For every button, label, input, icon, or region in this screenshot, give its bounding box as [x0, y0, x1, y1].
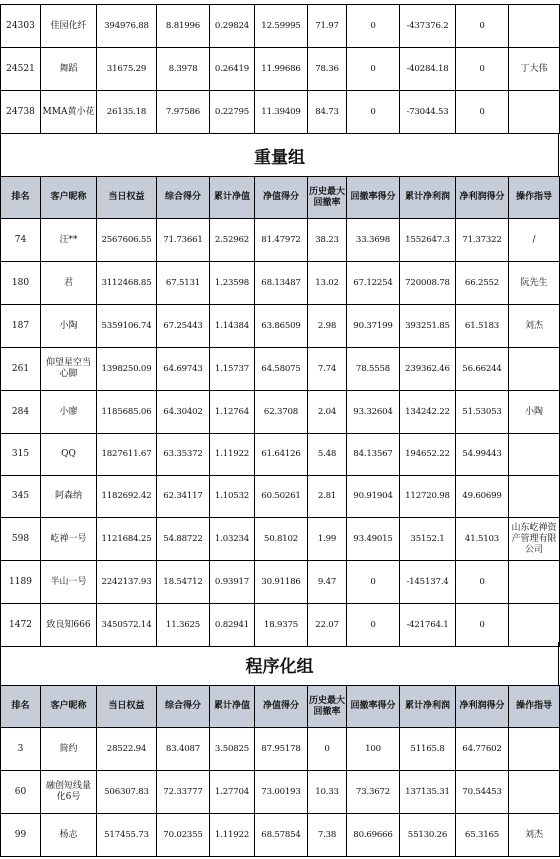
cell-equity: 3450572.14	[97, 604, 157, 647]
cell-max-dd: 71.97	[308, 5, 347, 48]
cell-np-score: 54.99443	[456, 434, 509, 476]
cell-name: 简约	[41, 728, 97, 771]
cell-rank: 345	[1, 476, 41, 518]
cell-max-dd: 78.36	[308, 48, 347, 91]
cell-equity: 28522.94	[97, 728, 157, 771]
table-row	[1, 48, 560, 91]
cell-nav-score: 11.39409	[255, 91, 308, 134]
cell-np-score: 0	[456, 5, 509, 48]
cell-max-dd: 38.23	[308, 219, 347, 262]
cell-dd-score: 90.37199	[347, 305, 400, 348]
cell-nav: 0.93917	[210, 561, 255, 604]
cell-guide	[509, 91, 560, 134]
cell-net-profit: 1552647.3	[400, 219, 456, 262]
cell-nav-score: 62.3708	[255, 391, 308, 434]
cell-guide: 丁大伟	[509, 48, 560, 91]
cell-nav: 1.14384	[210, 305, 255, 348]
cell-equity: 1398250.09	[97, 348, 157, 391]
cell-equity: 31675.29	[97, 48, 157, 91]
cell-nav: 1.27704	[210, 771, 255, 814]
cell-net-profit: 239362.46	[400, 348, 456, 391]
cell-guide	[509, 561, 560, 604]
cell-nav-score: 12.59995	[255, 5, 308, 48]
cell-dd-score: 33.3698	[347, 219, 400, 262]
cell-rank: 284	[1, 391, 41, 434]
cell-score: 18.54712	[157, 561, 210, 604]
cell-score: 83.4087	[157, 728, 210, 771]
cell-guide	[509, 604, 560, 647]
cell-nav-score: 63.86509	[255, 305, 308, 348]
cell-nav-score: 64.58075	[255, 348, 308, 391]
cell-nav: 0.29824	[210, 5, 255, 48]
cell-dd-score: 93.49015	[347, 518, 400, 561]
cell-equity: 2242137.93	[97, 561, 157, 604]
cell-name: 半山一号	[41, 561, 97, 604]
cell-name: 融创短线量化6号	[41, 771, 97, 814]
cell-guide: 阮先生	[509, 262, 560, 305]
cell-name: 君	[41, 262, 97, 305]
cell-np-score: 51.53053	[456, 391, 509, 434]
cell-net-profit: 51165.8	[400, 728, 456, 771]
cell-max-dd: 13.02	[308, 262, 347, 305]
column-header-name: 客户昵称	[41, 686, 97, 728]
cell-guide: 小陶	[509, 391, 560, 434]
cell-dd-score: 0	[347, 48, 400, 91]
cell-score: 72.33777	[157, 771, 210, 814]
cell-guide	[509, 476, 560, 518]
table-row	[1, 476, 560, 518]
cell-score: 62.34117	[157, 476, 210, 518]
table-row	[1, 219, 560, 262]
column-header-max-dd: 历史最大回撤率	[308, 177, 347, 219]
cell-dd-score: 0	[347, 561, 400, 604]
cell-max-dd: 84.73	[308, 91, 347, 134]
cell-net-profit: -421764.1	[400, 604, 456, 647]
cell-equity: 1185685.06	[97, 391, 157, 434]
column-header-guide: 操作指导	[509, 686, 560, 728]
cell-nav: 1.15737	[210, 348, 255, 391]
column-header-np-score: 净利润得分	[456, 177, 509, 219]
program-header-row	[1, 686, 560, 728]
cell-nav-score: 68.57854	[255, 814, 308, 857]
cell-rank: 1472	[1, 604, 41, 647]
cell-name: MMA黄小花	[41, 91, 97, 134]
cell-nav: 1.11922	[210, 434, 255, 476]
cell-nav: 1.11922	[210, 814, 255, 857]
cell-guide: 刘杰	[509, 814, 560, 857]
cell-np-score: 70.54453	[456, 771, 509, 814]
cell-np-score: 56.66244	[456, 348, 509, 391]
cell-name: 汪**	[41, 219, 97, 262]
table-row	[1, 262, 560, 305]
cell-net-profit: 194652.22	[400, 434, 456, 476]
column-header-nav: 累计净值	[210, 686, 255, 728]
cell-np-score: 49.60699	[456, 476, 509, 518]
cell-net-profit: 55130.26	[400, 814, 456, 857]
column-header-dd-score: 回撤率得分	[347, 686, 400, 728]
cell-net-profit: -73044.53	[400, 91, 456, 134]
table-row	[1, 771, 560, 814]
column-header-net-profit: 累计净利润	[400, 177, 456, 219]
cell-rank: 598	[1, 518, 41, 561]
cell-net-profit: -437376.2	[400, 5, 456, 48]
cell-score: 64.30402	[157, 391, 210, 434]
cell-np-score: 41.5103	[456, 518, 509, 561]
column-header-equity: 当日权益	[97, 686, 157, 728]
table-row	[1, 814, 560, 857]
cell-rank: 261	[1, 348, 41, 391]
cell-score: 8.3978	[157, 48, 210, 91]
column-header-nav-score: 净值得分	[255, 686, 308, 728]
cell-np-score: 0	[456, 604, 509, 647]
cell-nav: 1.10532	[210, 476, 255, 518]
cell-guide	[509, 771, 560, 814]
cell-nav: 0.26419	[210, 48, 255, 91]
cell-np-score: 0	[456, 561, 509, 604]
cell-name: 杨志	[41, 814, 97, 857]
cell-name: 小廖	[41, 391, 97, 434]
column-header-equity: 当日权益	[97, 177, 157, 219]
cell-rank: 187	[1, 305, 41, 348]
cell-dd-score: 73.3672	[347, 771, 400, 814]
cell-equity: 506307.83	[97, 771, 157, 814]
previous-group-body	[1, 5, 560, 134]
cell-score: 54.88722	[157, 518, 210, 561]
cell-guide	[509, 434, 560, 476]
cell-guide	[509, 348, 560, 391]
cell-net-profit: 35152.1	[400, 518, 456, 561]
cell-rank: 99	[1, 814, 41, 857]
cell-dd-score: 80.69666	[347, 814, 400, 857]
cell-net-profit: 393251.85	[400, 305, 456, 348]
table-row	[1, 305, 560, 348]
table-row	[1, 434, 560, 476]
cell-name: 小陶	[41, 305, 97, 348]
cell-name: 舞蹈	[41, 48, 97, 91]
cell-nav: 0.82941	[210, 604, 255, 647]
cell-max-dd: 2.98	[308, 305, 347, 348]
cell-guide	[509, 5, 560, 48]
cell-equity: 1121684.25	[97, 518, 157, 561]
table-row	[1, 518, 560, 561]
cell-score: 63.35372	[157, 434, 210, 476]
cell-dd-score: 0	[347, 91, 400, 134]
cell-dd-score: 67.12254	[347, 262, 400, 305]
cell-rank: 180	[1, 262, 41, 305]
cell-score: 67.25443	[157, 305, 210, 348]
cell-name: 佳园化纤	[41, 5, 97, 48]
cell-max-dd: 2.81	[308, 476, 347, 518]
cell-score: 67.5131	[157, 262, 210, 305]
cell-score: 11.3625	[157, 604, 210, 647]
table-row	[1, 728, 560, 771]
cell-max-dd: 7.38	[308, 814, 347, 857]
cell-dd-score: 100	[347, 728, 400, 771]
cell-rank: 3	[1, 728, 41, 771]
column-header-dd-score: 回撤率得分	[347, 177, 400, 219]
cell-max-dd: 2.04	[308, 391, 347, 434]
cell-rank: 24303	[1, 5, 41, 48]
cell-score: 70.02355	[157, 814, 210, 857]
cell-equity: 3112468.85	[97, 262, 157, 305]
cell-nav-score: 50.8102	[255, 518, 308, 561]
cell-score: 7.97586	[157, 91, 210, 134]
cell-np-score: 71.37322	[456, 219, 509, 262]
cell-max-dd: 22.07	[308, 604, 347, 647]
table-row	[1, 391, 560, 434]
cell-np-score: 0	[456, 48, 509, 91]
column-header-rank: 排名	[1, 177, 41, 219]
heavy-group-table	[0, 176, 560, 647]
cell-nav-score: 60.50261	[255, 476, 308, 518]
cell-score: 8.81996	[157, 5, 210, 48]
cell-nav-score: 73.00193	[255, 771, 308, 814]
cell-equity: 26135.18	[97, 91, 157, 134]
cell-np-score: 66.2552	[456, 262, 509, 305]
cell-net-profit: 720008.78	[400, 262, 456, 305]
column-header-score: 综合得分	[157, 686, 210, 728]
heavy-group-title: 重量组	[254, 148, 305, 168]
cell-nav-score: 61.64126	[255, 434, 308, 476]
heavy-body	[1, 219, 560, 647]
cell-dd-score: 78.5558	[347, 348, 400, 391]
column-header-rank: 排名	[1, 686, 41, 728]
cell-net-profit: 137135.31	[400, 771, 456, 814]
cell-dd-score: 84.13567	[347, 434, 400, 476]
cell-net-profit: 134242.22	[400, 391, 456, 434]
cell-nav: 2.52962	[210, 219, 255, 262]
cell-guide: 山东屹禅资产管理有限公司	[509, 518, 560, 561]
cell-nav: 3.50825	[210, 728, 255, 771]
cell-name: QQ	[41, 434, 97, 476]
cell-name: 阿森纳	[41, 476, 97, 518]
cell-name: 屹禅一号	[41, 518, 97, 561]
cell-rank: 315	[1, 434, 41, 476]
program-group-title: 程序化组	[245, 657, 314, 677]
cell-net-profit: -145137.4	[400, 561, 456, 604]
cell-rank: 24738	[1, 91, 41, 134]
cell-max-dd: 7.74	[308, 348, 347, 391]
column-header-net-profit: 累计净利润	[400, 686, 456, 728]
cell-nav-score: 81.47972	[255, 219, 308, 262]
column-header-name: 客户昵称	[41, 177, 97, 219]
table-row	[1, 91, 560, 134]
cell-equity: 2567606.55	[97, 219, 157, 262]
cell-max-dd: 0	[308, 728, 347, 771]
cell-name: 致良知666	[41, 604, 97, 647]
cell-rank: 1189	[1, 561, 41, 604]
cell-nav-score: 30.91186	[255, 561, 308, 604]
column-header-np-score: 净利润得分	[456, 686, 509, 728]
cell-dd-score: 0	[347, 5, 400, 48]
cell-dd-score: 0	[347, 604, 400, 647]
cell-max-dd: 5.48	[308, 434, 347, 476]
cell-np-score: 0	[456, 91, 509, 134]
cell-net-profit: -40284.18	[400, 48, 456, 91]
cell-guide	[509, 728, 560, 771]
column-header-score: 综合得分	[157, 177, 210, 219]
cell-guide: /	[509, 219, 560, 262]
column-header-guide: 操作指导	[509, 177, 560, 219]
cell-dd-score: 93.32604	[347, 391, 400, 434]
cell-score: 64.69743	[157, 348, 210, 391]
cell-equity: 394976.88	[97, 5, 157, 48]
table-row	[1, 5, 560, 48]
cell-nav-score: 11.99686	[255, 48, 308, 91]
cell-equity: 5359106.74	[97, 305, 157, 348]
cell-equity: 517455.73	[97, 814, 157, 857]
table-row	[1, 348, 560, 391]
heavy-header-row	[1, 177, 560, 219]
cell-nav-score: 18.9375	[255, 604, 308, 647]
cell-guide: 刘杰	[509, 305, 560, 348]
cell-rank: 74	[1, 219, 41, 262]
previous-group-table	[0, 4, 560, 134]
table-row	[1, 604, 560, 647]
cell-nav-score: 87.95178	[255, 728, 308, 771]
column-header-nav: 累计净值	[210, 177, 255, 219]
cell-equity: 1182692.42	[97, 476, 157, 518]
cell-dd-score: 90.91904	[347, 476, 400, 518]
table-row	[1, 561, 560, 604]
cell-nav: 1.23598	[210, 262, 255, 305]
column-header-nav-score: 净值得分	[255, 177, 308, 219]
cell-np-score: 61.5183	[456, 305, 509, 348]
cell-max-dd: 9.47	[308, 561, 347, 604]
cell-equity: 1827611.67	[97, 434, 157, 476]
cell-name: 仰望星空当心脚	[41, 348, 97, 391]
cell-score: 71.73661	[157, 219, 210, 262]
program-body	[1, 728, 560, 857]
cell-np-score: 64.77602	[456, 728, 509, 771]
cell-np-score: 65.3165	[456, 814, 509, 857]
program-group-table	[0, 685, 560, 857]
cell-rank: 24521	[1, 48, 41, 91]
cell-max-dd: 1.99	[308, 518, 347, 561]
cell-nav: 1.03234	[210, 518, 255, 561]
cell-nav: 0.22795	[210, 91, 255, 134]
cell-net-profit: 112720.98	[400, 476, 456, 518]
cell-max-dd: 10.33	[308, 771, 347, 814]
cell-nav: 1.12764	[210, 391, 255, 434]
column-header-max-dd: 历史最大回撤率	[308, 686, 347, 728]
cell-nav-score: 68.13487	[255, 262, 308, 305]
cell-rank: 60	[1, 771, 41, 814]
